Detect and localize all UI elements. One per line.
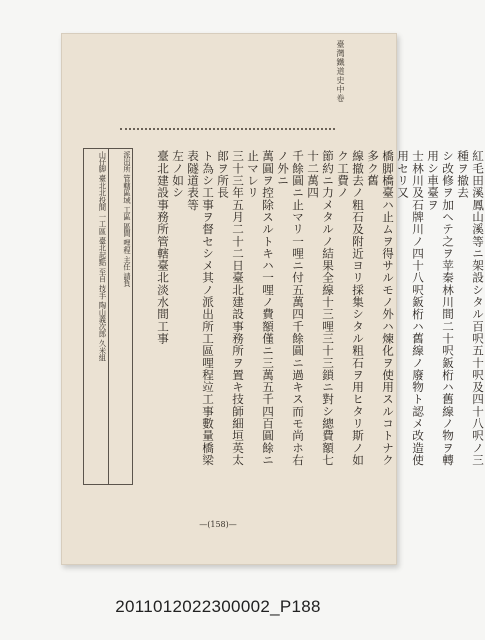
page-number: —(158)— [199, 520, 237, 529]
body-line: 紅毛田溪鳳山溪等ニ架設シタル百呎五十呎及四十八呎ノ三種ヲ撤去 [456, 150, 485, 466]
body-text [155, 150, 485, 470]
body-line: 千餘圓ニ止マリ一哩ニ付五萬四千餘圓ニ過キス而モ尚ホ右ノ外ニ [276, 150, 305, 466]
body-line: 節約ニ力メタルノ結果全線十三哩三十三鎖ニ對シ總費額七十二萬四 [306, 150, 335, 466]
body-line: ト為シ工事ヲ督セシメ其ノ派出所工區哩程竝工事數量橋梁表隧道表等 [186, 150, 215, 466]
body-line: 橋脚橋臺ハ止ムヲ得サルモノ外ハ煉化ヲ使用スルコトナク多ク舊 [366, 150, 395, 466]
table-data-column: 山仔脚 臺北北投間 一工區 臺北起點 至自 技手 陶山義次郎 久米組 [84, 149, 109, 484]
body-line: 萬圓ヲ控除スルトキハ一哩ノ費額僅ニ三萬五千四百圓餘ニ止マレリ [246, 150, 275, 466]
image-caption: 2011012022300002_P188 [115, 597, 321, 616]
body-line: 左ノ如シ [171, 150, 185, 199]
body-line: 三十三年五月二十二日臺北建設事務所ヲ置キ技師細垣英太郎ヲ所長 [216, 150, 245, 466]
body-line: シ改修ヲ加ヘテ之ヲ苹秦林川間二十呎鈑桁ハ舊線ノ物ヲ轉用シ車臺ヲ [426, 150, 455, 466]
running-head: 臺灣鐵道史中卷 [336, 40, 345, 103]
table-header-column: 派出所 管轄區域 工區 區間 哩程 主任 請負 [123, 151, 132, 288]
body-line: 線撤去ノ粗石及附近ヨリ採集シタル粗石ヲ用ヒタリ斯ノ如ク工費ノ [336, 150, 365, 466]
work-table [83, 148, 133, 485]
section-heading: 臺北建設事務所管轄臺北淡水間工事 [156, 150, 170, 345]
body-line: 士林川及石牌川ノ四十八呎鈑桁ハ舊線ノ廢物ト認メ改造使用セリ又 [396, 150, 425, 466]
section-divider [120, 128, 335, 130]
